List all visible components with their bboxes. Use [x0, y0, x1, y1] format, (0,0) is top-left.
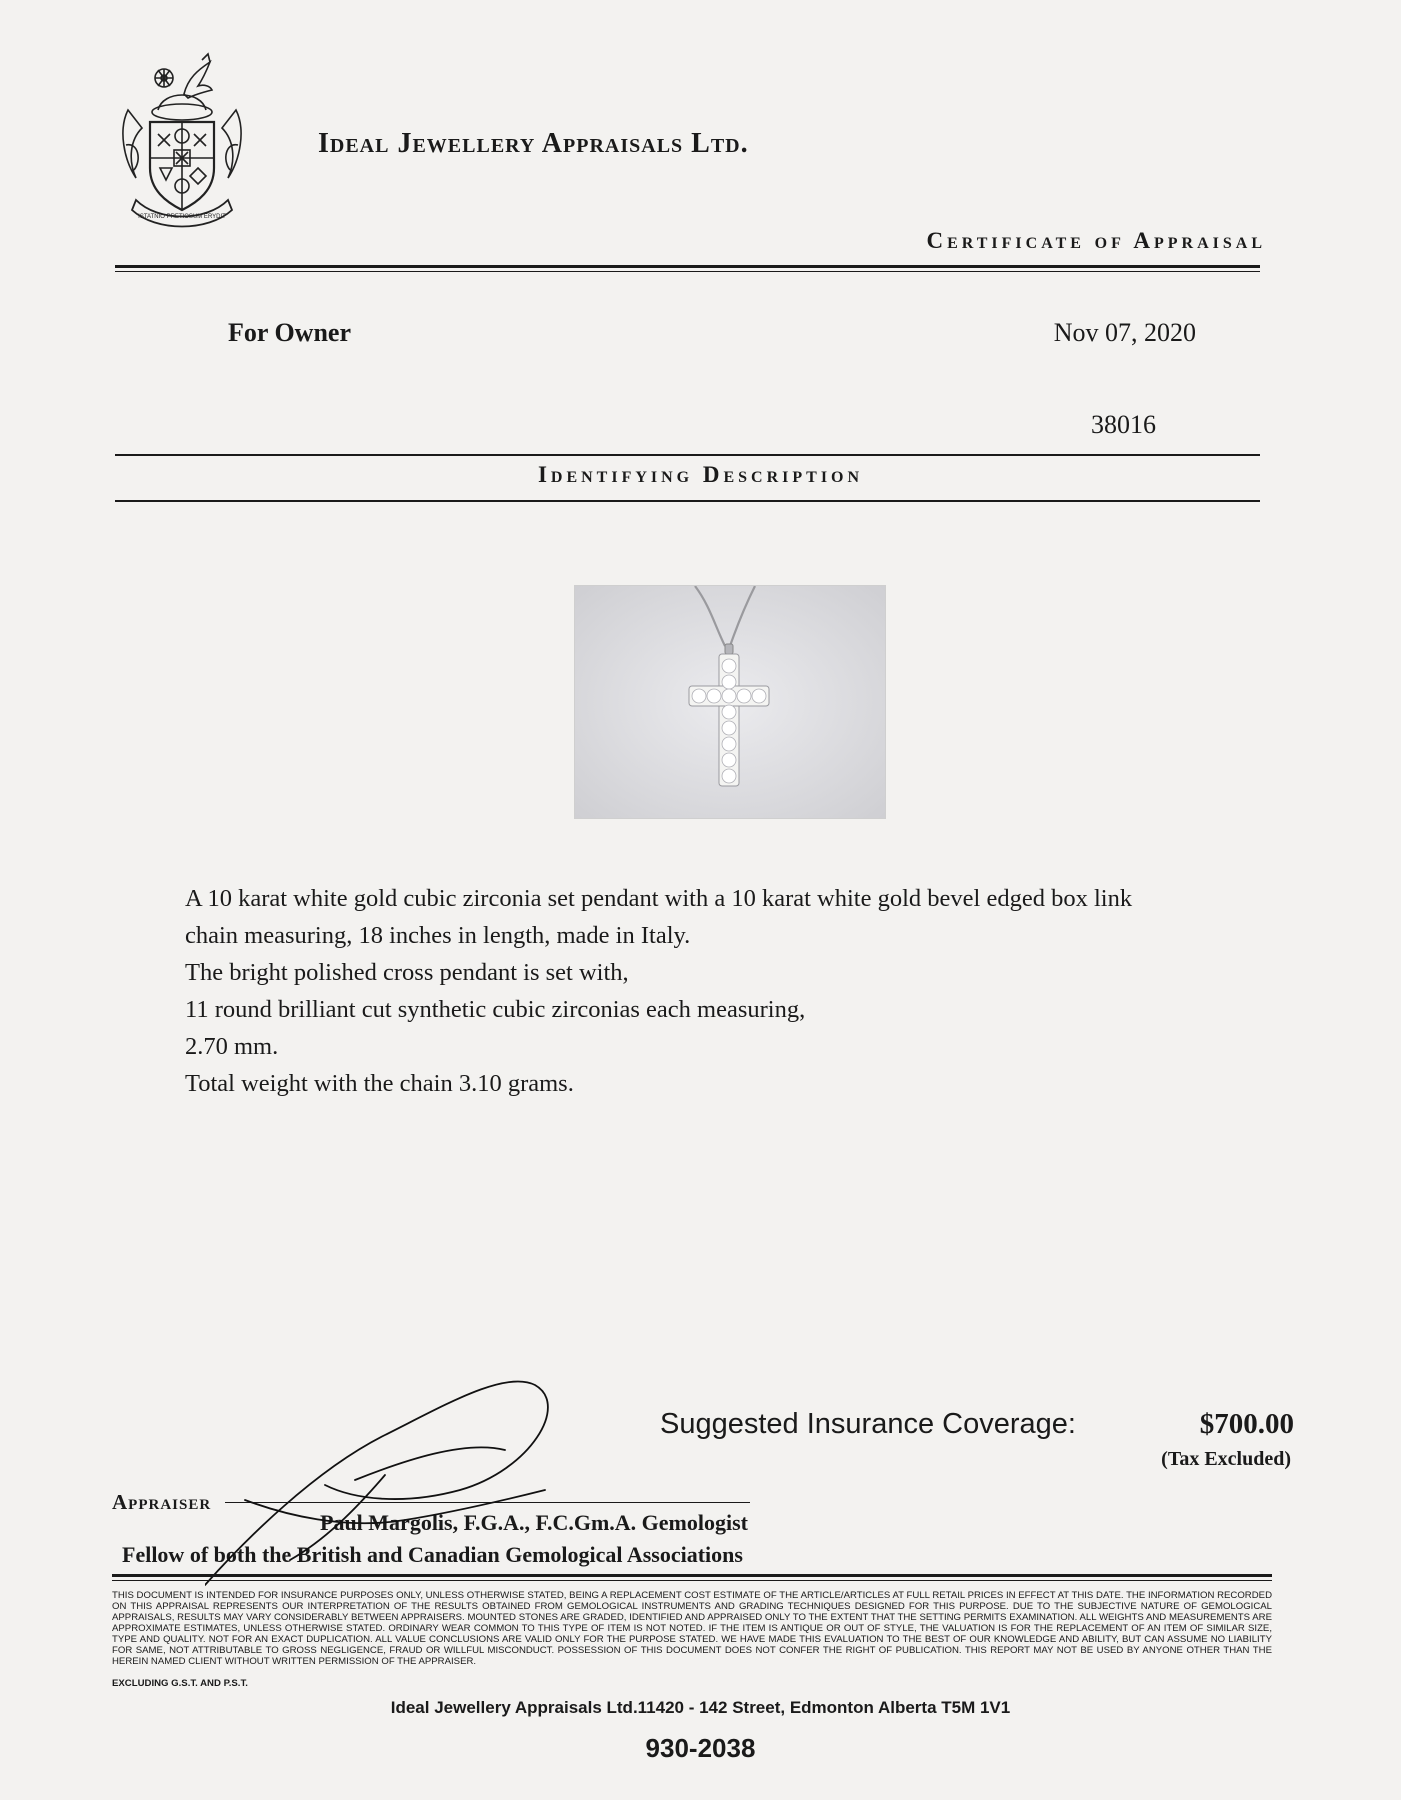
item-description: [185, 880, 1265, 1102]
disclaimer-rule-bottom: [112, 1580, 1272, 1581]
company-address: Ideal Jewellery Appraisals Ltd.11420 - 142 Street, Edmonton Alberta T5M 1V1: [390, 1698, 1011, 1717]
section-rule-bottom: [115, 500, 1260, 502]
description-line: 2.70 mm.: [185, 1033, 279, 1060]
appraiser-credentials: Fellow of both the British and Canadian Gemological Associations: [122, 1542, 743, 1567]
company-name: Ideal Jewellery Appraisals Ltd.: [318, 128, 749, 159]
header-rule-top: [115, 265, 1260, 268]
coverage-value: $700.00: [1199, 1408, 1294, 1440]
description-line: chain measuring, 18 inches in length, made in Italy.: [185, 922, 691, 949]
pendant-photo: [574, 585, 886, 819]
description-line: A 10 karat white gold cubic zirconia set pendant with a 10 karat white gold bevel edged box link: [185, 885, 1133, 912]
description-line: Total weight with the chain 3.10 grams.: [185, 1070, 574, 1097]
appraisal-date: Nov 07, 2020: [1053, 318, 1196, 347]
company-crest-logo: [118, 50, 246, 230]
reference-number: 38016: [1091, 410, 1156, 439]
appraiser-label: Appraiser: [112, 1490, 212, 1514]
tax-note: (Tax Excluded): [1161, 1448, 1291, 1470]
certificate-title: Certificate of Appraisal: [926, 228, 1266, 253]
svg-text:ISTATNIO PRETIOSUM ERYDIT: ISTATNIO PRETIOSUM ERYDIT: [138, 214, 226, 220]
company-phone: 930-2038: [645, 1733, 756, 1763]
tax-exclusion-note: EXCLUDING G.S.T. AND P.S.T.: [112, 1678, 248, 1689]
section-rule-top: [115, 454, 1260, 456]
section-title: Identifying Description: [537, 462, 864, 487]
disclaimer-text: THIS DOCUMENT IS INTENDED FOR INSURANCE PURPOSES ONLY, UNLESS OTHERWISE STATED, BEING A REPLACEMENT COST ESTIMATE OF THE ARTICLE/ARTICLES AT FULL RETAIL PRICES IN EFFECT AT THIS DATE. THE INFORMATION RECORDED ON THIS APPRAISAL REPRESENTS OUR INTERPRETATION OF THE RESULTS OBTAINED FROM GEMOLOGICAL INSTRUMENTS AND GRADING TECHNIQUES DESIGNED FOR THIS PURPOSE. DUE TO THE SUBJECTIVE NATURE OF GEMOLOGICAL APPRAISALS, RESULTS MAY VARY CONSIDERABLY BETWEEN APPRAISERS. MOUNTED STONES ARE GRADED, IDENTIFIED AND APPRAISED ONLY TO THE EXTENT THAT THE SETTING PERMITS EXAMINATION. ALL WEIGHTS AND MEASUREMENTS ARE APPROXIMATE ESTIMATES, UNLESS OTHERWISE STATED. ORDINARY WEAR COMMON TO THIS TYPE OF ITEM IS NOT NOTED. IF THE ITEM IS ANTIQUE OR OUT OF STYLE, THE VALUATION IS FOR THE REPLACEMENT OF AN ITEM OF SIMILAR SIZE, TYPE AND QUALITY. NOT FOR AN EXACT DUPLICATION. ALL VALUE CONCLUSIONS ARE VALID ONLY FOR THE PURPOSE STATED. WE HAVE MADE THIS EVALUATION TO THE BEST OF OUR KNOWLEDGE AND ABILITY, BUT CAN ASSUME NO LIABILITY FOR SAME, NOT ATTRIBUTABLE TO GROSS NEGLIGENCE, FRAUD OR WILLFUL MISCONDUCT. POSSESSION OF THIS DOCUMENT DOES NOT CONFER THE RIGHT OF PUBLICATION. THIS REPORT MAY NOT BE USED BY ANYONE OTHER THAN THE HEREIN NAMED CLIENT WITHOUT WRITTEN PERMISSION OF THE APPRAISER.: [112, 1590, 1272, 1667]
appraiser-signature: [205, 1360, 765, 1600]
appraiser-name: Paul Margolis, F.G.A., F.C.Gm.A. Gemologist: [320, 1510, 748, 1535]
for-owner-label: For Owner: [228, 318, 351, 347]
disclaimer-rule-top: [112, 1574, 1272, 1577]
header-rule-bottom: [115, 271, 1260, 272]
description-line: 11 round brilliant cut synthetic cubic zirconias each measuring,: [185, 996, 806, 1023]
description-line: The bright polished cross pendant is set with,: [185, 959, 629, 986]
coverage-label: Suggested Insurance Coverage:: [660, 1408, 1076, 1440]
